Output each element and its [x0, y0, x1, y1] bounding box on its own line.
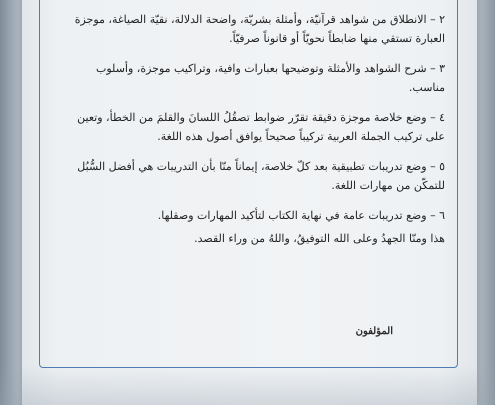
list-item-line: للتمكّن من مهارات اللغة. [331, 179, 445, 192]
authors-signature: المؤلفون [355, 326, 393, 337]
list-item-4 [60, 108, 445, 146]
list-item-3 [60, 59, 445, 97]
list-item-line: ٦ – وضع تدريبات عامة في نهاية الكتاب لتأكيد المهارات وصقلها. [157, 209, 445, 222]
body-text [60, 10, 445, 248]
list-item-line: ٥ – وضع تدريبات تطبيقية بعد كلّ خلاصة، إيماناً منّا بأن التدريبات هي أفضل السُّبُل [77, 160, 445, 173]
list-item-6 [60, 206, 445, 225]
list-item-line: ٢ – الانطلاق من شواهد قرآنيّة، وأمثلة بشريّة، واضحة الدلالة، نقيّة الصياغة، موجزة [74, 13, 445, 26]
list-item-line: العبارة تستقي منها ضابطاً نحويّاً أو قانوناً صرفيّاً. [229, 32, 445, 45]
list-item-5 [60, 157, 445, 195]
list-item-line: ٤ – وضع خلاصة موجزة دقيقة تقرّر ضوابط تصقُلُ اللسانَ والقلمَ من الخطأ، وتعين [77, 111, 445, 124]
closing-sentence: هذا ومنّا الجهدُ وعلى الله التوفيقُ، واللهُ من وراء القصد. [194, 232, 445, 245]
book-page [22, 0, 477, 405]
bottom-shadow [0, 365, 495, 405]
list-item-line: ٣ – شرح الشواهد والأمثلة وتوضيحها بعبارات وافية، وتراكيب موجزة، وأسلوب [96, 62, 445, 75]
list-item-line: على تركيب الجملة العربية تركيباً صحيحاً يوافق أصول هذه اللغة. [157, 130, 445, 143]
list-item-2 [60, 10, 445, 48]
list-item-line: مناسب. [408, 81, 445, 94]
